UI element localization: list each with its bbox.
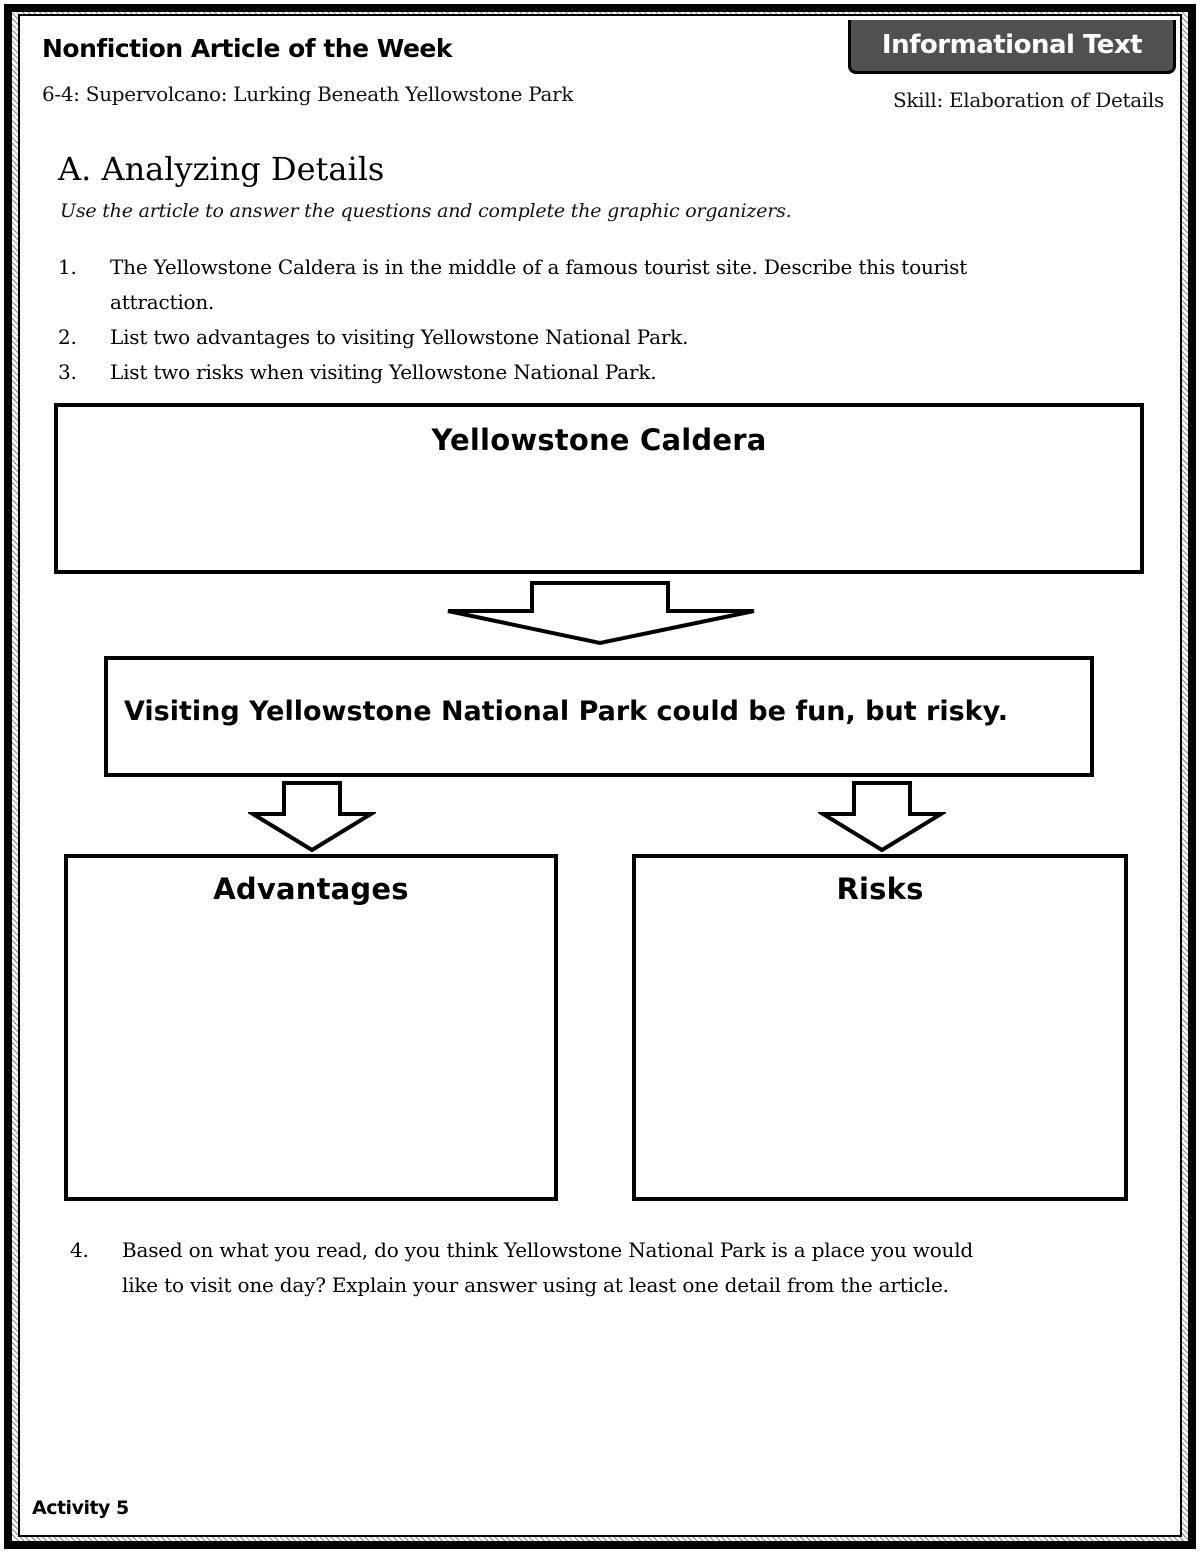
main-idea-box [104, 656, 1094, 777]
yellowstone-caldera-title: Yellowstone Caldera [431, 423, 767, 457]
question-3-number: 3. [58, 360, 77, 384]
main-idea-text: Visiting Yellowstone National Park could be fun, but risky. [124, 696, 1009, 727]
question-1-line1: The Yellowstone Caldera is in the middle of a famous tourist site. Describe this tourist [110, 255, 968, 279]
question-4-text [122, 1233, 1132, 1303]
question-4-number: 4. [70, 1238, 89, 1262]
arrow-down-left-icon [248, 780, 376, 854]
skill-label: Skill: Elaboration of Details [892, 88, 1164, 112]
advantages-title: Advantages [213, 872, 409, 906]
risks-box[interactable] [632, 854, 1128, 1201]
header-title: Nonfiction Article of the Week [42, 34, 452, 63]
question-2-text: List two advantages to visiting Yellowstone National Park. [110, 325, 689, 349]
activity-label: Activity 5 [32, 1497, 129, 1519]
question-4-line2: like to visit one day? Explain your answer using at least one detail from the article. [122, 1273, 949, 1297]
question-1-number: 1. [58, 255, 77, 279]
question-1-text [110, 250, 1130, 320]
advantages-box[interactable] [64, 854, 558, 1201]
question-4-line1: Based on what you read, do you think Yellowstone National Park is a place you would [122, 1238, 974, 1262]
section-instruction: Use the article to answer the questions and complete the graphic organizers. [60, 200, 792, 222]
informational-text-tab: Informational Text [848, 20, 1176, 74]
question-3-text: List two risks when visiting Yellowstone National Park. [110, 360, 657, 384]
question-2-number: 2. [58, 325, 77, 349]
header-subtitle: 6-4: Supervolcano: Lurking Beneath Yellowstone Park [42, 82, 574, 106]
yellowstone-caldera-box[interactable] [54, 403, 1144, 574]
question-1-line2: attraction. [110, 290, 215, 314]
section-heading: A. Analyzing Details [58, 150, 385, 188]
arrow-down-large-icon [444, 580, 758, 646]
risks-title: Risks [836, 872, 924, 906]
arrow-down-right-icon [818, 780, 946, 854]
